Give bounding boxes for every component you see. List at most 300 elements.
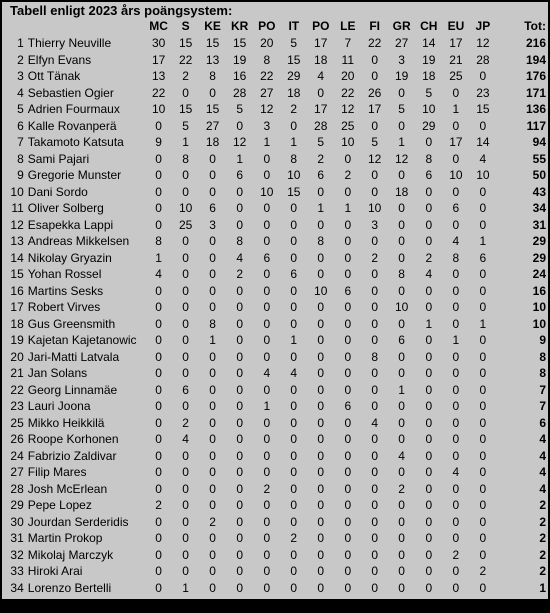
score-cell: 10 — [178, 201, 193, 215]
score-cell: 0 — [479, 547, 487, 562]
score-cell: 4 — [236, 250, 244, 265]
total-cell: 4 — [539, 432, 546, 446]
score-cell: 2 — [236, 267, 244, 281]
rally-column-header: IT — [288, 19, 300, 33]
score-cell: 15 — [178, 102, 193, 116]
score-cell: 28 — [476, 52, 490, 67]
total-cell: 29 — [532, 250, 546, 265]
score-cell: 3 — [263, 118, 271, 133]
rank-cell: 31 — [10, 531, 24, 545]
total-cell: 4 — [539, 465, 546, 479]
score-cell: 6 — [182, 382, 189, 397]
table-row — [8, 217, 548, 234]
rank-cell: 28 — [10, 481, 24, 496]
score-cell: 0 — [236, 531, 244, 545]
score-cell: 0 — [290, 349, 298, 364]
score-cell: 0 — [209, 481, 216, 496]
score-cell: 0 — [209, 547, 216, 562]
total-cell: 176 — [525, 69, 546, 83]
score-cell: 0 — [479, 366, 487, 380]
score-cell: 4 — [155, 267, 162, 281]
score-cell: 0 — [398, 283, 405, 298]
score-cell: 0 — [263, 234, 271, 248]
total-cell: 4 — [539, 448, 546, 463]
score-cell: 0 — [371, 399, 378, 413]
score-cell: 0 — [479, 217, 487, 232]
score-cell: 0 — [317, 498, 325, 512]
score-cell: 5 — [317, 135, 325, 149]
score-cell: 0 — [155, 217, 162, 232]
score-cell: 0 — [317, 514, 325, 529]
score-cell: 0 — [155, 300, 162, 314]
driver-name-cell: Filip Mares — [27, 465, 87, 479]
score-cell: 2 — [182, 69, 189, 83]
score-cell: 0 — [236, 481, 244, 496]
score-cell: 12 — [233, 135, 247, 149]
score-cell: 0 — [155, 597, 162, 611]
score-cell: 2 — [263, 481, 271, 496]
total-cell: 34 — [532, 201, 546, 215]
score-cell: 0 — [479, 283, 487, 298]
driver-name-cell: Martins Sesks — [27, 283, 104, 298]
score-cell: 0 — [209, 531, 216, 545]
total-cell: 24 — [532, 267, 546, 281]
score-cell: 15 — [287, 184, 301, 199]
score-cell: 0 — [209, 564, 216, 578]
score-cell: 0 — [182, 448, 189, 463]
score-cell: 2 — [452, 547, 460, 562]
table-row — [8, 596, 548, 613]
score-cell: 0 — [209, 432, 216, 446]
score-cell: 0 — [452, 498, 460, 512]
score-cell: 0 — [479, 201, 487, 215]
score-cell: 10 — [151, 102, 166, 116]
score-cell: 0 — [452, 597, 460, 611]
table-row — [8, 118, 548, 135]
score-cell: 0 — [209, 250, 216, 265]
total-cell: 2 — [539, 531, 546, 545]
score-cell: 10 — [367, 201, 382, 215]
score-cell: 0 — [344, 564, 352, 578]
score-cell: 22 — [260, 69, 274, 83]
score-cell: 0 — [263, 217, 271, 232]
score-cell: 28 — [314, 118, 328, 133]
score-cell: 1 — [452, 333, 460, 347]
score-cell: 0 — [236, 201, 244, 215]
score-cell: 0 — [371, 234, 378, 248]
score-cell: 0 — [155, 448, 162, 463]
score-cell: 0 — [398, 415, 405, 430]
table-title: Tabell enligt 2023 års poängsystem: — [10, 3, 233, 18]
rally-column-header: S — [181, 19, 190, 33]
score-cell: 1 — [452, 102, 460, 116]
score-cell: 0 — [317, 184, 325, 199]
score-cell: 0 — [398, 399, 405, 413]
score-cell: 0 — [182, 514, 189, 529]
score-cell: 6 — [317, 168, 325, 182]
driver-name-cell: Mikko Heikkilä — [27, 415, 105, 430]
score-cell: 0 — [452, 300, 460, 314]
table-row — [8, 299, 548, 316]
score-cell: 0 — [317, 250, 325, 265]
score-cell: 0 — [182, 250, 189, 265]
total-cell: 10 — [532, 300, 546, 314]
score-cell: 15 — [205, 102, 220, 116]
score-cell: 0 — [263, 531, 271, 545]
score-cell: 0 — [263, 382, 271, 397]
score-cell: 1 — [236, 151, 244, 166]
score-cell: 0 — [182, 547, 189, 562]
total-cell: 16 — [532, 283, 546, 298]
score-cell: 10 — [287, 168, 301, 182]
score-cell: 17 — [314, 102, 328, 116]
score-cell: 0 — [317, 85, 325, 100]
score-cell: 0 — [371, 184, 378, 199]
score-cell: 1 — [317, 201, 325, 215]
score-cell: 0 — [371, 465, 378, 479]
score-cell: 0 — [236, 399, 244, 413]
score-cell: 0 — [371, 564, 378, 578]
score-cell: 0 — [452, 316, 460, 331]
score-cell: 0 — [236, 514, 244, 529]
score-cell: 0 — [452, 151, 460, 166]
score-cell: 8 — [425, 151, 433, 166]
score-cell: 17 — [449, 36, 463, 50]
score-cell: 0 — [182, 85, 189, 100]
score-cell: 0 — [155, 184, 162, 199]
score-cell: 0 — [344, 217, 352, 232]
score-cell: 0 — [479, 514, 487, 529]
score-cell: 0 — [317, 531, 325, 545]
score-cell: 14 — [476, 135, 490, 149]
score-cell: 0 — [209, 85, 216, 100]
score-cell: 0 — [290, 250, 298, 265]
driver-name-cell: Mikolaj Marczyk — [27, 547, 114, 562]
score-cell: 0 — [452, 349, 460, 364]
score-cell: 0 — [182, 531, 189, 545]
score-cell: 0 — [479, 448, 487, 463]
score-cell: 0 — [317, 481, 325, 496]
table-row — [8, 316, 548, 333]
rank-cell: 32 — [10, 547, 24, 562]
rally-column-header: CH — [420, 19, 438, 33]
score-cell: 0 — [155, 481, 162, 496]
total-cell: 10 — [532, 316, 546, 331]
score-cell: 6 — [452, 201, 460, 215]
score-cell: 10 — [449, 168, 463, 182]
score-cell: 0 — [263, 465, 271, 479]
rank-cell: 25 — [10, 415, 24, 430]
score-cell: 0 — [398, 580, 405, 595]
score-cell: 0 — [452, 564, 460, 578]
score-cell: 1 — [290, 333, 298, 347]
rank-cell: 6 — [17, 118, 24, 133]
total-cell: 117 — [526, 118, 546, 133]
score-cell: 5 — [290, 36, 298, 50]
score-cell: 0 — [452, 85, 460, 100]
score-cell: 0 — [425, 366, 433, 380]
score-cell: 0 — [479, 349, 487, 364]
score-cell: 0 — [344, 415, 352, 430]
score-cell: 0 — [263, 283, 271, 298]
score-cell: 0 — [155, 366, 162, 380]
driver-header — [28, 18, 145, 35]
score-cell: 0 — [425, 300, 433, 314]
score-cell: 0 — [236, 498, 244, 512]
rank-cell: 20 — [10, 349, 24, 364]
score-cell: 12 — [260, 102, 274, 116]
score-cell: 0 — [317, 366, 325, 380]
score-cell: 18 — [205, 135, 220, 149]
score-cell: 10 — [314, 283, 328, 298]
rank-cell: 35 — [10, 597, 24, 611]
score-cell: 0 — [290, 234, 298, 248]
score-cell: 0 — [155, 514, 162, 529]
score-cell: 17 — [314, 36, 328, 50]
rank-cell: 5 — [17, 102, 24, 116]
score-cell: 0 — [371, 382, 378, 397]
score-cell: 0 — [479, 498, 487, 512]
score-cell: 0 — [398, 498, 405, 512]
score-cell: 2 — [371, 250, 378, 265]
score-cell: 7 — [344, 36, 352, 50]
score-cell: 29 — [287, 69, 301, 83]
score-cell: 0 — [479, 465, 487, 479]
score-cell: 0 — [398, 366, 405, 380]
score-cell: 0 — [398, 217, 405, 232]
score-cell: 0 — [155, 382, 162, 397]
score-cell: 2 — [209, 514, 216, 529]
total-cell: 1 — [539, 597, 546, 611]
score-cell: 0 — [182, 316, 189, 331]
score-cell: 12 — [367, 151, 382, 166]
score-cell: 0 — [452, 531, 460, 545]
score-cell: 22 — [178, 52, 193, 67]
score-cell: 20 — [341, 69, 355, 83]
score-cell: 0 — [317, 432, 325, 446]
score-cell: 6 — [398, 333, 405, 347]
score-cell: 18 — [287, 85, 301, 100]
rank-cell: 21 — [10, 366, 24, 380]
score-cell: 1 — [398, 382, 405, 397]
score-cell: 0 — [317, 564, 325, 578]
score-cell: 6 — [344, 283, 352, 298]
score-cell: 0 — [425, 547, 433, 562]
table-row — [8, 283, 548, 300]
score-cell: 0 — [290, 300, 298, 314]
total-cell: 50 — [532, 168, 546, 182]
score-cell: 0 — [425, 184, 433, 199]
score-cell: 0 — [263, 201, 271, 215]
score-cell: 0 — [182, 481, 189, 496]
score-cell: 1 — [425, 316, 433, 331]
score-cell: 0 — [290, 597, 298, 611]
score-cell: 0 — [236, 465, 244, 479]
score-cell: 0 — [452, 382, 460, 397]
score-cell: 0 — [344, 597, 352, 611]
total-cell: 8 — [539, 366, 546, 380]
score-cell: 2 — [344, 168, 352, 182]
score-cell: 0 — [371, 481, 378, 496]
score-cell: 10 — [476, 168, 490, 182]
driver-name-cell: Gus Greensmith — [27, 316, 116, 331]
score-cell: 0 — [317, 597, 325, 611]
total-cell: 31 — [532, 217, 546, 232]
score-cell: 0 — [182, 300, 189, 314]
score-cell: 0 — [155, 118, 162, 133]
score-cell: 4 — [263, 366, 271, 380]
score-cell: 13 — [151, 69, 166, 83]
table-row — [8, 563, 548, 580]
score-cell: 0 — [371, 316, 378, 331]
score-cell: 4 — [371, 415, 378, 430]
total-cell: 43 — [532, 184, 546, 199]
score-cell: 4 — [398, 448, 405, 463]
score-cell: 0 — [425, 234, 433, 248]
score-cell: 0 — [371, 547, 378, 562]
score-cell: 5 — [371, 135, 378, 149]
score-cell: 0 — [236, 283, 244, 298]
score-cell: 2 — [479, 564, 487, 578]
score-cell: 0 — [344, 250, 352, 265]
score-cell: 0 — [155, 465, 162, 479]
score-cell: 0 — [371, 498, 378, 512]
score-cell: 0 — [236, 597, 244, 611]
score-cell: 0 — [182, 283, 189, 298]
driver-name-cell: Kalle Rovanperä — [27, 118, 117, 133]
score-cell: 0 — [263, 448, 271, 463]
score-cell: 1 — [290, 135, 298, 149]
score-cell: 1 — [344, 201, 352, 215]
score-cell: 0 — [290, 217, 298, 232]
score-cell: 0 — [452, 580, 460, 595]
score-cell: 17 — [449, 135, 463, 149]
score-cell: 0 — [155, 151, 162, 166]
score-cell: 0 — [479, 69, 487, 83]
score-cell: 2 — [317, 151, 325, 166]
rank-cell: 34 — [10, 580, 24, 595]
score-cell: 5 — [425, 85, 433, 100]
score-cell: 1 — [398, 135, 405, 149]
score-cell: 0 — [317, 547, 325, 562]
score-cell: 18 — [394, 184, 409, 199]
score-cell: 2 — [398, 481, 405, 496]
score-cell: 0 — [155, 531, 162, 545]
score-cell: 0 — [236, 300, 244, 314]
score-cell: 0 — [209, 382, 216, 397]
score-cell: 0 — [209, 151, 216, 166]
score-cell: 0 — [425, 481, 433, 496]
score-cell: 10 — [394, 300, 409, 314]
rank-cell: 23 — [10, 399, 24, 413]
score-cell: 0 — [398, 547, 405, 562]
score-cell: 0 — [236, 349, 244, 364]
table-row — [8, 431, 548, 448]
score-cell: 0 — [290, 580, 298, 595]
score-cell: 0 — [155, 415, 162, 430]
score-cell: 0 — [344, 333, 352, 347]
score-cell: 0 — [344, 267, 352, 281]
header-row — [8, 18, 548, 35]
table-row — [8, 481, 548, 498]
rank-cell: 22 — [10, 382, 24, 397]
score-cell: 0 — [398, 564, 405, 578]
score-cell: 0 — [425, 531, 433, 545]
score-cell: 6 — [344, 399, 352, 413]
standings-table — [8, 18, 548, 613]
rally-column-header: GR — [392, 19, 411, 33]
table-row — [8, 167, 548, 184]
score-cell: 1 — [479, 234, 487, 248]
score-cell: 11 — [341, 52, 355, 67]
score-cell: 1 — [263, 399, 271, 413]
driver-name-cell: Thierry Neuville — [27, 36, 112, 50]
rank-cell: 19 — [10, 333, 24, 347]
score-cell: 0 — [479, 333, 487, 347]
score-cell: 0 — [425, 283, 433, 298]
score-cell: 0 — [290, 448, 298, 463]
total-cell: 6 — [539, 415, 546, 430]
score-cell: 0 — [209, 580, 216, 595]
score-cell: 15 — [205, 36, 220, 50]
table-row — [8, 448, 548, 465]
score-cell: 8 — [182, 151, 189, 166]
score-cell: 8 — [209, 316, 216, 331]
score-cell: 0 — [479, 531, 487, 545]
score-cell: 26 — [367, 85, 382, 100]
table-row — [8, 134, 548, 151]
score-cell: 5 — [182, 118, 189, 133]
table-row — [8, 233, 548, 250]
score-cell: 3 — [209, 217, 216, 232]
score-cell: 0 — [344, 481, 352, 496]
table-row — [8, 349, 548, 366]
total-cell: 216 — [525, 36, 546, 50]
score-cell: 4 — [479, 151, 487, 166]
total-cell: 8 — [539, 349, 546, 364]
score-cell: 0 — [452, 399, 460, 413]
driver-name-cell: Georg Linnamäe — [27, 382, 118, 397]
score-cell: 0 — [155, 316, 162, 331]
score-cell: 4 — [290, 366, 298, 380]
score-cell: 0 — [371, 448, 378, 463]
standings-panel — [2, 2, 548, 611]
score-cell: 0 — [425, 514, 433, 529]
score-cell: 2 — [155, 498, 162, 512]
score-cell: 0 — [344, 151, 352, 166]
score-cell: 0 — [398, 118, 405, 133]
score-cell: 8 — [452, 250, 460, 265]
score-cell: 0 — [209, 234, 216, 248]
score-cell: 0 — [479, 399, 487, 413]
table-row — [8, 415, 548, 432]
score-cell: 0 — [236, 333, 244, 347]
driver-name-cell: Sebastien Ogier — [27, 85, 114, 100]
score-cell: 0 — [155, 399, 162, 413]
score-cell: 0 — [371, 432, 378, 446]
rank-cell: 4 — [17, 85, 24, 100]
total-cell: 1 — [539, 580, 546, 595]
score-cell: 9 — [155, 135, 162, 149]
score-cell: 25 — [341, 118, 355, 133]
total-cell: 171 — [525, 85, 546, 100]
score-cell: 0 — [209, 366, 216, 380]
total-cell: 55 — [532, 151, 546, 166]
rank-cell: 9 — [17, 168, 24, 182]
score-cell: 0 — [317, 448, 325, 463]
score-cell: 19 — [394, 69, 409, 83]
rank-cell: 30 — [10, 514, 24, 529]
